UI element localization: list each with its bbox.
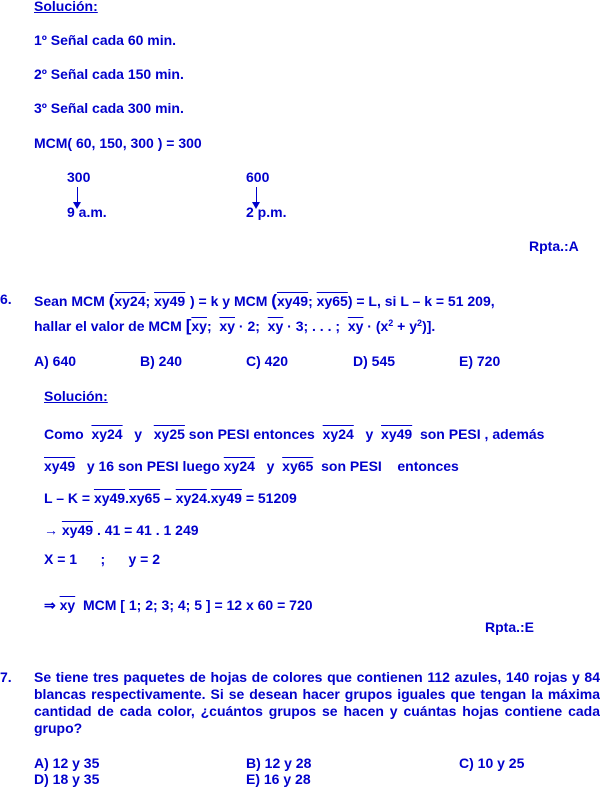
solution-line: 1º Señal cada 60 min. <box>34 32 177 48</box>
option-c: C) 420 <box>246 353 289 369</box>
arrow-down-icon <box>77 187 78 203</box>
option-c: C) 10 y 25 <box>459 755 525 771</box>
time-right-label: 2 p.m. <box>246 204 287 220</box>
option-a: A) 12 y 35 <box>34 755 100 771</box>
solution-line: 3º Señal cada 300 min. <box>34 100 184 116</box>
option-a: A) 640 <box>34 353 77 369</box>
question-number: 7. <box>0 669 12 685</box>
solution-line: 2º Señal cada 150 min. <box>34 66 184 82</box>
option-d: D) 545 <box>353 353 396 369</box>
answer-label: Rpta.:E <box>485 619 534 635</box>
solution-line: → xy49 . 41 = 41 . 1 249 <box>44 522 199 538</box>
question-number: 6. <box>0 291 12 307</box>
option-d: D) 18 y 35 <box>34 771 100 787</box>
solution-line: L – K = xy49.xy65 – xy24.xy49 = 51209 <box>44 490 297 506</box>
time-left-value: 300 <box>67 169 91 185</box>
arrow-down-icon <box>256 187 257 203</box>
solution-line: X = 1 ; y = 2 <box>44 551 160 567</box>
option-b: B) 12 y 28 <box>246 755 312 771</box>
solution-line: MCM( 60, 150, 300 ) = 300 <box>34 135 202 151</box>
option-b: B) 240 <box>140 353 183 369</box>
solution-line: Como xy24 y xy25 son PESI entonces xy24 y xy49 son PESI , además <box>44 426 545 442</box>
solution-line: ⇒ $\overline{xy}$ MCM [ 1; 2; 3; 4; 5 ] = 12 x 60 = 720 <box>44 597 313 613</box>
time-right-value: 600 <box>246 169 270 185</box>
solution-heading: Solución: <box>44 388 108 404</box>
solution-line: xy49 y 16 son PESI luego xy24 y xy65 son PESI entonces <box>44 458 459 474</box>
solution-heading: Solución: <box>34 0 98 14</box>
time-left-label: 9 a.m. <box>67 204 107 220</box>
answer-label: Rpta.:A <box>529 238 579 254</box>
question-line: Sean MCM (xy24; xy49 ) = k y MCM (xy49; xy65) = L, si L – k = 51 209, <box>34 291 495 310</box>
question-text: Se tiene tres paquetes de hojas de colores que contienen 112 azules, 140 rojas y 84 blancas respectivamente. Si se desean hacer grupos iguales que tengan la máxima cantidad de cada color, ¿cuántos grupos se hacen y cuántas hojas contiene cada grupo? <box>34 669 600 736</box>
option-e: E) 16 y 28 <box>246 771 311 787</box>
question-line: hallar el valor de MCM [$\overline{xy}$; $\overline{xy} \cdot 2$; $\overline{xy} \cdot 3$; . . . ; $\overline{xy} \cdot (x^2 + y^2)$]. <box>34 316 436 335</box>
option-e: E) 720 <box>459 353 501 369</box>
